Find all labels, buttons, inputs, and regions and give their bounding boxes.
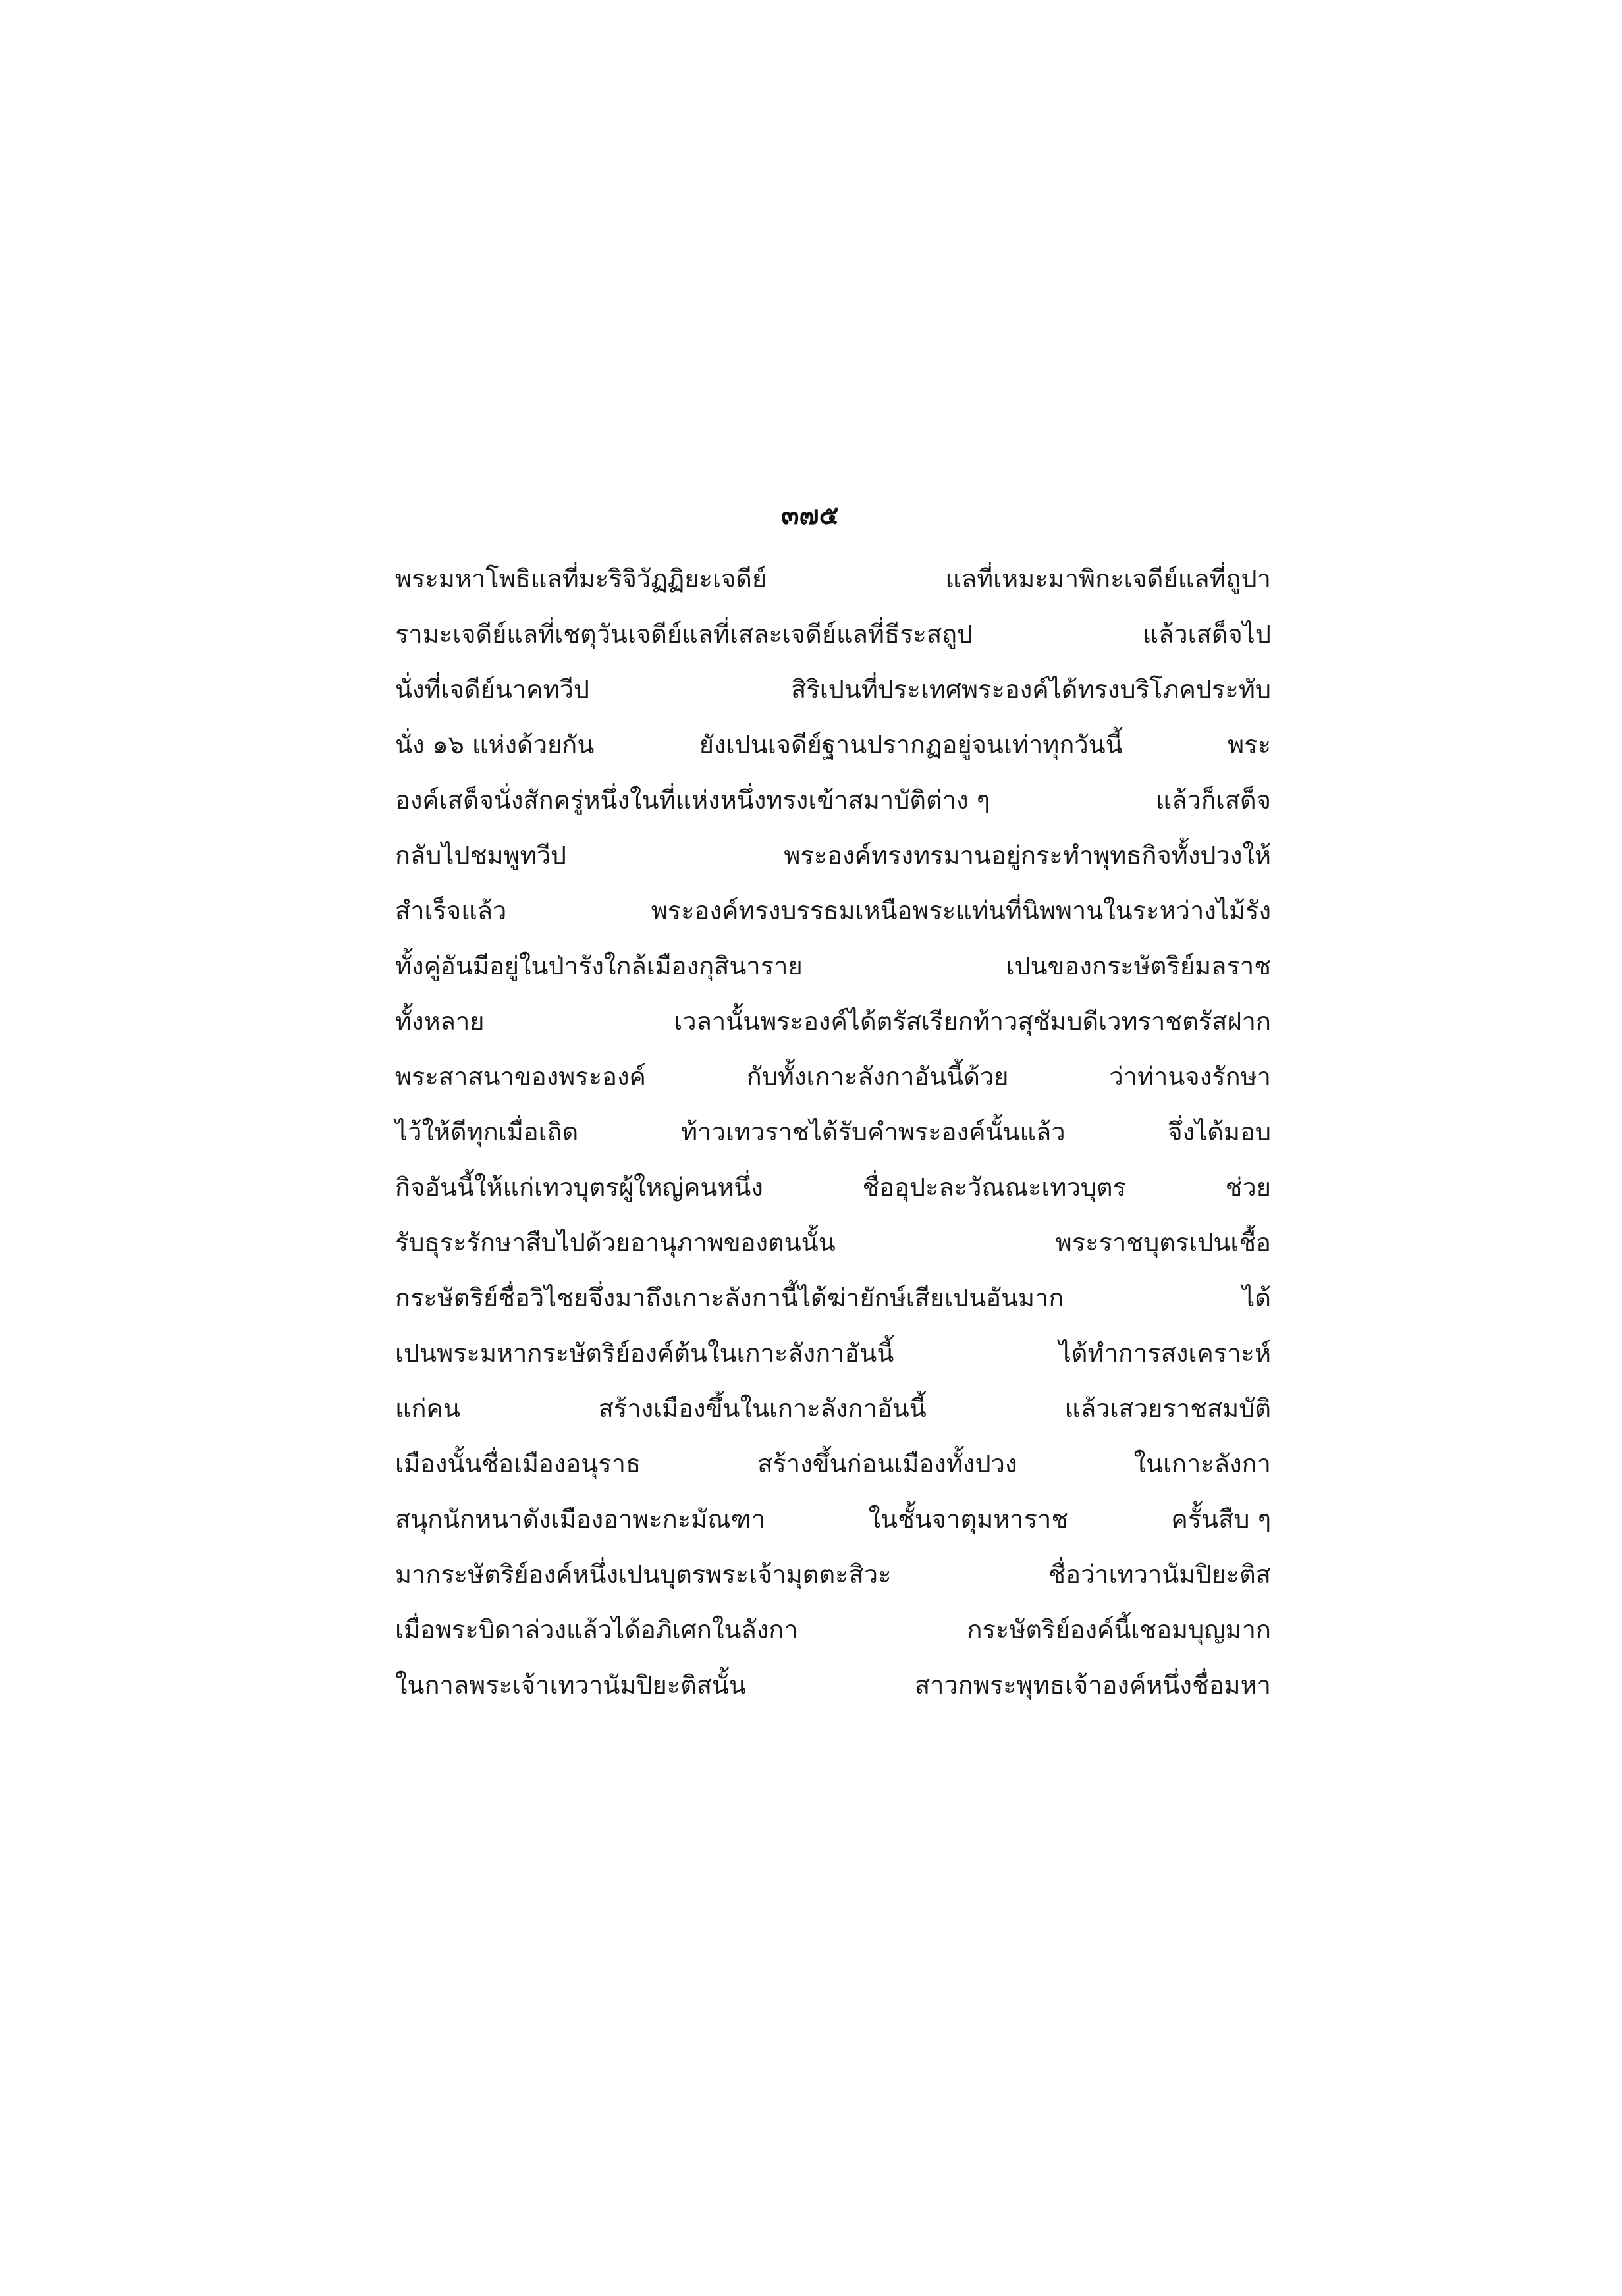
text-segment: สิริเปนที่ประเทศพระองค์ได้ทรงบริโภคประทับ	[791, 674, 1271, 704]
text-line	[395, 657, 1271, 712]
text-segment: พระสาสนาของพระองค์	[395, 1061, 646, 1091]
text-segment: นั่ง ๑๖ แห่งด้วยกัน	[395, 730, 595, 759]
text-line	[395, 823, 1271, 878]
text-segment: ได้	[1242, 1283, 1271, 1312]
text-line	[395, 989, 1271, 1044]
text-line	[395, 712, 1271, 768]
text-segment: องค์เสด็จนั่งสักครู่หนึ่งในที่แห่งหนึ่งทรงเข้าสมาบัติต่าง ๆ	[395, 785, 990, 814]
text-segment: ทั้งคู่อันมีอยู่ในป่ารังใกล้เมืองกุสินาราย	[395, 951, 803, 980]
text-segment: ว่าท่านจงรักษา	[1109, 1061, 1271, 1091]
text-segment: ในเกาะลังกา	[1133, 1449, 1271, 1478]
text-line	[395, 1100, 1271, 1155]
text-segment: ทั้งหลาย	[395, 1006, 485, 1036]
text-line	[395, 878, 1271, 934]
text-segment: กิจอันนี้ให้แก่เทวบุตรผู้ใหญ่คนหนึ่ง	[395, 1172, 763, 1202]
text-segment: ชื่ออุปะละวัณณะเทวบุตร	[862, 1172, 1127, 1202]
text-segment: กับทั้งเกาะลังกาอันนี้ด้วย	[746, 1061, 1009, 1091]
text-segment: เวลานั้นพระองค์ได้ตรัสเรียกท้าวสุชัมบดีเวทราชตรัสฝาก	[674, 1006, 1271, 1036]
text-line	[395, 602, 1271, 657]
text-line	[395, 547, 1271, 602]
text-segment: แลที่เหมะมาพิกะเจดีย์แลที่ถูปา	[945, 564, 1271, 593]
text-line	[395, 768, 1271, 823]
text-segment: เมืองนั้นชื่อเมืองอนุราธ	[395, 1449, 641, 1478]
text-segment: พระราชบุตรเปนเชื้อ	[1055, 1227, 1271, 1257]
text-line	[395, 1597, 1271, 1653]
text-segment: นั่งที่เจดีย์นาคทวีป	[395, 674, 590, 704]
text-segment: เมื่อพระบิดาล่วงแล้วได้อภิเศกในลังกา	[395, 1615, 798, 1644]
text-segment: แล้วเสวยราชสมบัติ	[1064, 1393, 1271, 1423]
text-segment: สาวกพระพุทธเจ้าองค์หนึ่งชื่อมหา	[914, 1670, 1271, 1699]
text-line	[395, 1266, 1271, 1321]
text-segment: พระมหาโพธิแลที่มะริจิวัฏฏิยะเจดีย์	[395, 564, 767, 593]
text-segment: กระษัตริย์ชื่อวิไชยจึ่งมาถึงเกาะลังกานี้ได้ฆ่ายักษ์เสียเปนอันมาก	[395, 1283, 1064, 1312]
text-segment: ในชั้นจาตุมหาราช	[868, 1504, 1069, 1534]
text-segment: รามะเจดีย์แลที่เชตุวันเจดีย์แลที่เสละเจดีย์แลที่ธีระสถูป	[395, 619, 973, 649]
text-segment: ครั้นสืบ ๆ	[1171, 1504, 1271, 1534]
text-segment: แล้วก็เสด็จ	[1155, 785, 1271, 814]
text-line	[395, 1431, 1271, 1487]
text-line	[395, 1044, 1271, 1100]
text-segment: แล้วเสด็จไป	[1142, 619, 1271, 649]
text-segment: กลับไปชมพูทวีป	[395, 840, 567, 870]
text-segment: พระ	[1228, 730, 1271, 759]
text-segment: มากระษัตริย์องค์หนึ่งเปนบุตรพระเจ้ามุตตะสิวะ	[395, 1559, 892, 1589]
text-segment: สร้างขึ้นก่อนเมืองทั้งปวง	[757, 1449, 1017, 1478]
body-text	[395, 547, 1271, 1708]
text-segment: ยังเปนเจดีย์ฐานปรากฏอยู่จนเท่าทุกวันนี้	[699, 730, 1123, 759]
text-line	[395, 1210, 1271, 1266]
text-segment: ช่วย	[1225, 1172, 1271, 1202]
text-segment: จึ่งได้มอบ	[1168, 1117, 1271, 1146]
text-line	[395, 1542, 1271, 1597]
text-segment: เปนของกระษัตริย์มลราช	[1006, 951, 1271, 980]
text-segment: สร้างเมืองขึ้นในเกาะลังกาอันนี้	[598, 1393, 927, 1423]
text-segment: สำเร็จแล้ว	[395, 895, 507, 925]
text-segment: สนุกนักหนาดังเมืองอาพะกะมัณฑา	[395, 1504, 766, 1534]
text-segment: กระษัตริย์องค์นี้เชอมบุญมาก	[967, 1615, 1271, 1644]
text-segment: เปนพระมหากระษัตริย์องค์ต้นในเกาะลังกาอันนี้	[395, 1338, 894, 1368]
text-line	[395, 1376, 1271, 1431]
text-segment: ในกาลพระเจ้าเทวานัมปิยะติสนั้น	[395, 1670, 746, 1699]
text-line	[395, 1653, 1271, 1708]
text-segment: พระองค์ทรงทรมานอยู่กระทำพุทธกิจทั้งปวงให้	[784, 840, 1271, 870]
page-number: ๓๗๕	[781, 500, 839, 531]
text-line	[395, 1155, 1271, 1210]
text-segment: รับธุระรักษาสืบไปด้วยอานุภาพของตนนั้น	[395, 1227, 836, 1257]
text-line	[395, 1321, 1271, 1376]
text-segment: ท้าวเทวราชได้รับคำพระองค์นั้นแล้ว	[681, 1117, 1066, 1146]
text-segment: แก่คน	[395, 1393, 460, 1423]
text-segment: ได้ทำการสงเคราะห์	[1058, 1338, 1271, 1368]
text-line	[395, 934, 1271, 989]
text-segment: ไว้ให้ดีทุกเมื่อเถิด	[395, 1117, 579, 1146]
text-segment: ชื่อว่าเทวานัมปิยะติส	[1048, 1559, 1271, 1589]
text-segment: พระองค์ทรงบรรธมเหนือพระแท่นที่นิพพานในระหว่างไม้รัง	[651, 895, 1271, 925]
text-line	[395, 1487, 1271, 1542]
